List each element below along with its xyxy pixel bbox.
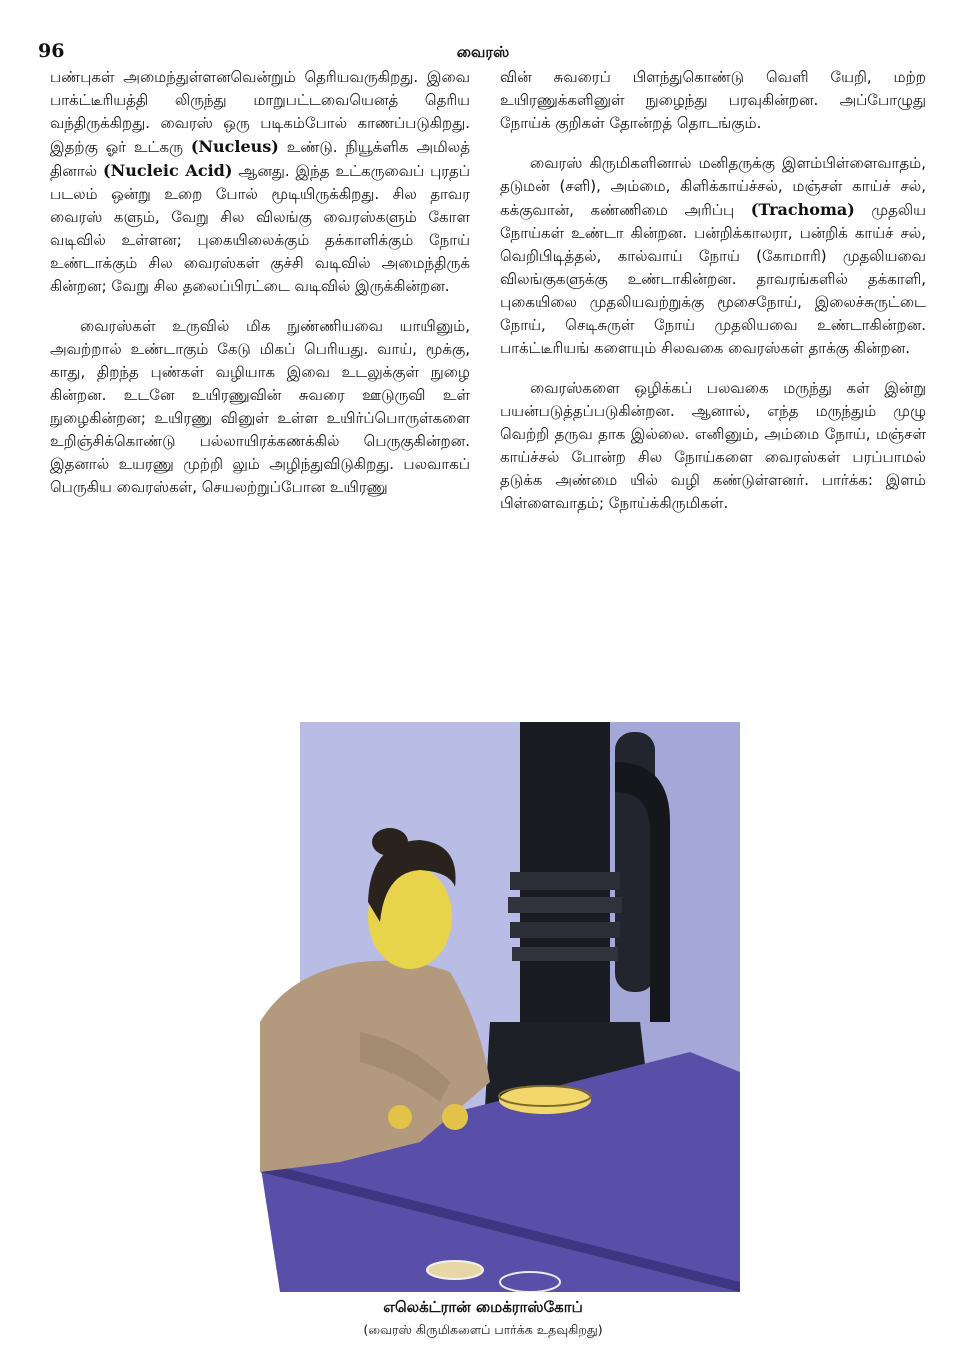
left-p1-text-c: ஆனது. இந்த உட்கருவைப் புரதப் படலம் ஒன்று உறை போல் மூடியிருக்கிறது. சில தாவர வைரஸ் களும், வேறு சில விலங்கு வைரஸ்களும் கோள வடிவில் உள்ளன; புகையிலைக்கும் தக்காளிக்கும் நோய் உண்டாக்கும் சில வைரஸ்கள் குச்சி வடிவில் அமைந்திருக் கின்றன; வேறு சில தலைப்பிரட்டை வடிவில் இருக்கின்றன. [50,162,470,295]
scientist-hand-right [442,1104,468,1130]
scientist-bun [372,828,408,856]
figure-caption-subtitle: (வைரஸ் கிருமிகளைப் பார்க்க உதவுகிறது) [363,1322,603,1337]
petri-dish-1 [427,1261,483,1279]
microscope-ring-1 [510,872,620,890]
right-paragraph-1: வின் சுவரைப் பிளந்துகொண்டு வெளி யேறி, மற்ற உயிரணுக்களினுள் நுழைந்து பரவுகின்றன. அப்போழுது நோய்க் குறிகள் தோன்றத் தொடங்கும். [500,68,926,132]
left-p1-text-b: உண்டு. நியூக்ளிக அமிலத் தினால் [50,138,470,180]
glowing-dish [499,1086,591,1114]
left-p1-text-a: பண்புகள் அமைந்துள்ளனவென்றும் தெரியவருகிறது. இவை பாக்ட்டீரியத்தி லிருந்து மாறுபட்டவையெனத் தெரிய வந்திருக்கிறது. வைரஸ் ஒரு படிகம்போல் காணப்படுகிறது. இதற்கு ஓர் உட்கரு [50,68,470,156]
microscope-ring-4 [512,947,618,961]
left-paragraph-1 [50,66,470,298]
microscope-ring-2 [508,897,622,913]
microscope-ring-3 [510,922,620,938]
term-nucleus: (Nucleus) [190,137,279,156]
left-paragraph-2: வைரஸ்கள் உருவில் மிக நுண்ணியவை யாயினும், அவற்றால் உண்டாகும் கேடு மிகப் பெரியது. வாய், மூக்கு, காது, திறந்த புண்கள் வழியாக இவை உடலுக்குள் நுழை கின்றன. உடனே உயிரணுவின் சுவரை ஊடுருவி உள் நுழைகின்றன; உயிரணு வினுள் உள்ள உயிர்ப்பொருள்களை உறிஞ்சிக்கொண்டு பல்லாயிரக்கணக்கில் பெருகுகின்றன. இதனால் உயரணு முற்றி லும் அழிந்துவிடுகிறது. பலவாகப் பெருகிய வைரஸ்கள், செயலற்றுப்போன உயிரணு [50,317,470,496]
term-nucleic-acid: (Nucleic Acid) [103,161,233,180]
right-p2-text-b: முதலிய நோய்கள் உண்டா கின்றன. பன்றிக்காலரா, பன்றிக் காய்ச் சல், வெறிபிடித்தல், கால்வாய் நோய் (கோமாரி) முதலியவை விலங்குகளுக்கு உண்டாகின்றன. தாவரங்களில் தக்காளி, புகையிலை முதலியவற்றுக்கு மூசைநோய், இலைச்சுருட்டை நோய், செடிசுருள் நோய் முதலியவை உண்டாகின்றன. பாக்ட்டீரியங் களையும் சிலவகை வைரஸ்கள் தாக்கு கின்றன. [500,201,926,357]
microscope-illustration [220,722,740,1292]
scientist-hand-left [388,1105,412,1129]
right-paragraph-2 [500,152,926,360]
left-column [50,66,470,516]
right-paragraph-3: வைரஸ்களை ஒழிக்கப் பலவகை மருந்து கள் இன்று பயன்படுத்தப்படுகின்றன. ஆனால், எந்த மருந்தும் முழு வெற்றி தருவ தாக இல்லை. எனினும், அம்மை நோய், மஞ்சள் காய்ச்சல் போன்ற சில நோய்களை வைரஸ்கள் பரப்பாமல் தடுக்க அண்மை யில் வழி கண்டுள்ளனர். பார்க்க: இளம் பிள்ளைவாதம்; நோய்க்கிருமிகள். [500,379,926,512]
running-head: வைரஸ் [456,43,510,61]
right-column [500,66,926,532]
page-number: 96 [38,40,65,62]
figure-caption-title: எலெக்ட்ரான் மைக்ராஸ்கோப் [383,1298,583,1316]
term-trachoma: (Trachoma) [750,200,855,219]
right-p2-text-a: வைரஸ் கிருமிகளினால் மனிதருக்கு இளம்பிள்ளைவாதம், தடுமன் (சளி), அம்மை, கிளிக்காய்ச்சல், மஞ்சள் காய்ச் சல், கக்குவான், கண்ணிமை அரிப்பு [500,154,926,219]
